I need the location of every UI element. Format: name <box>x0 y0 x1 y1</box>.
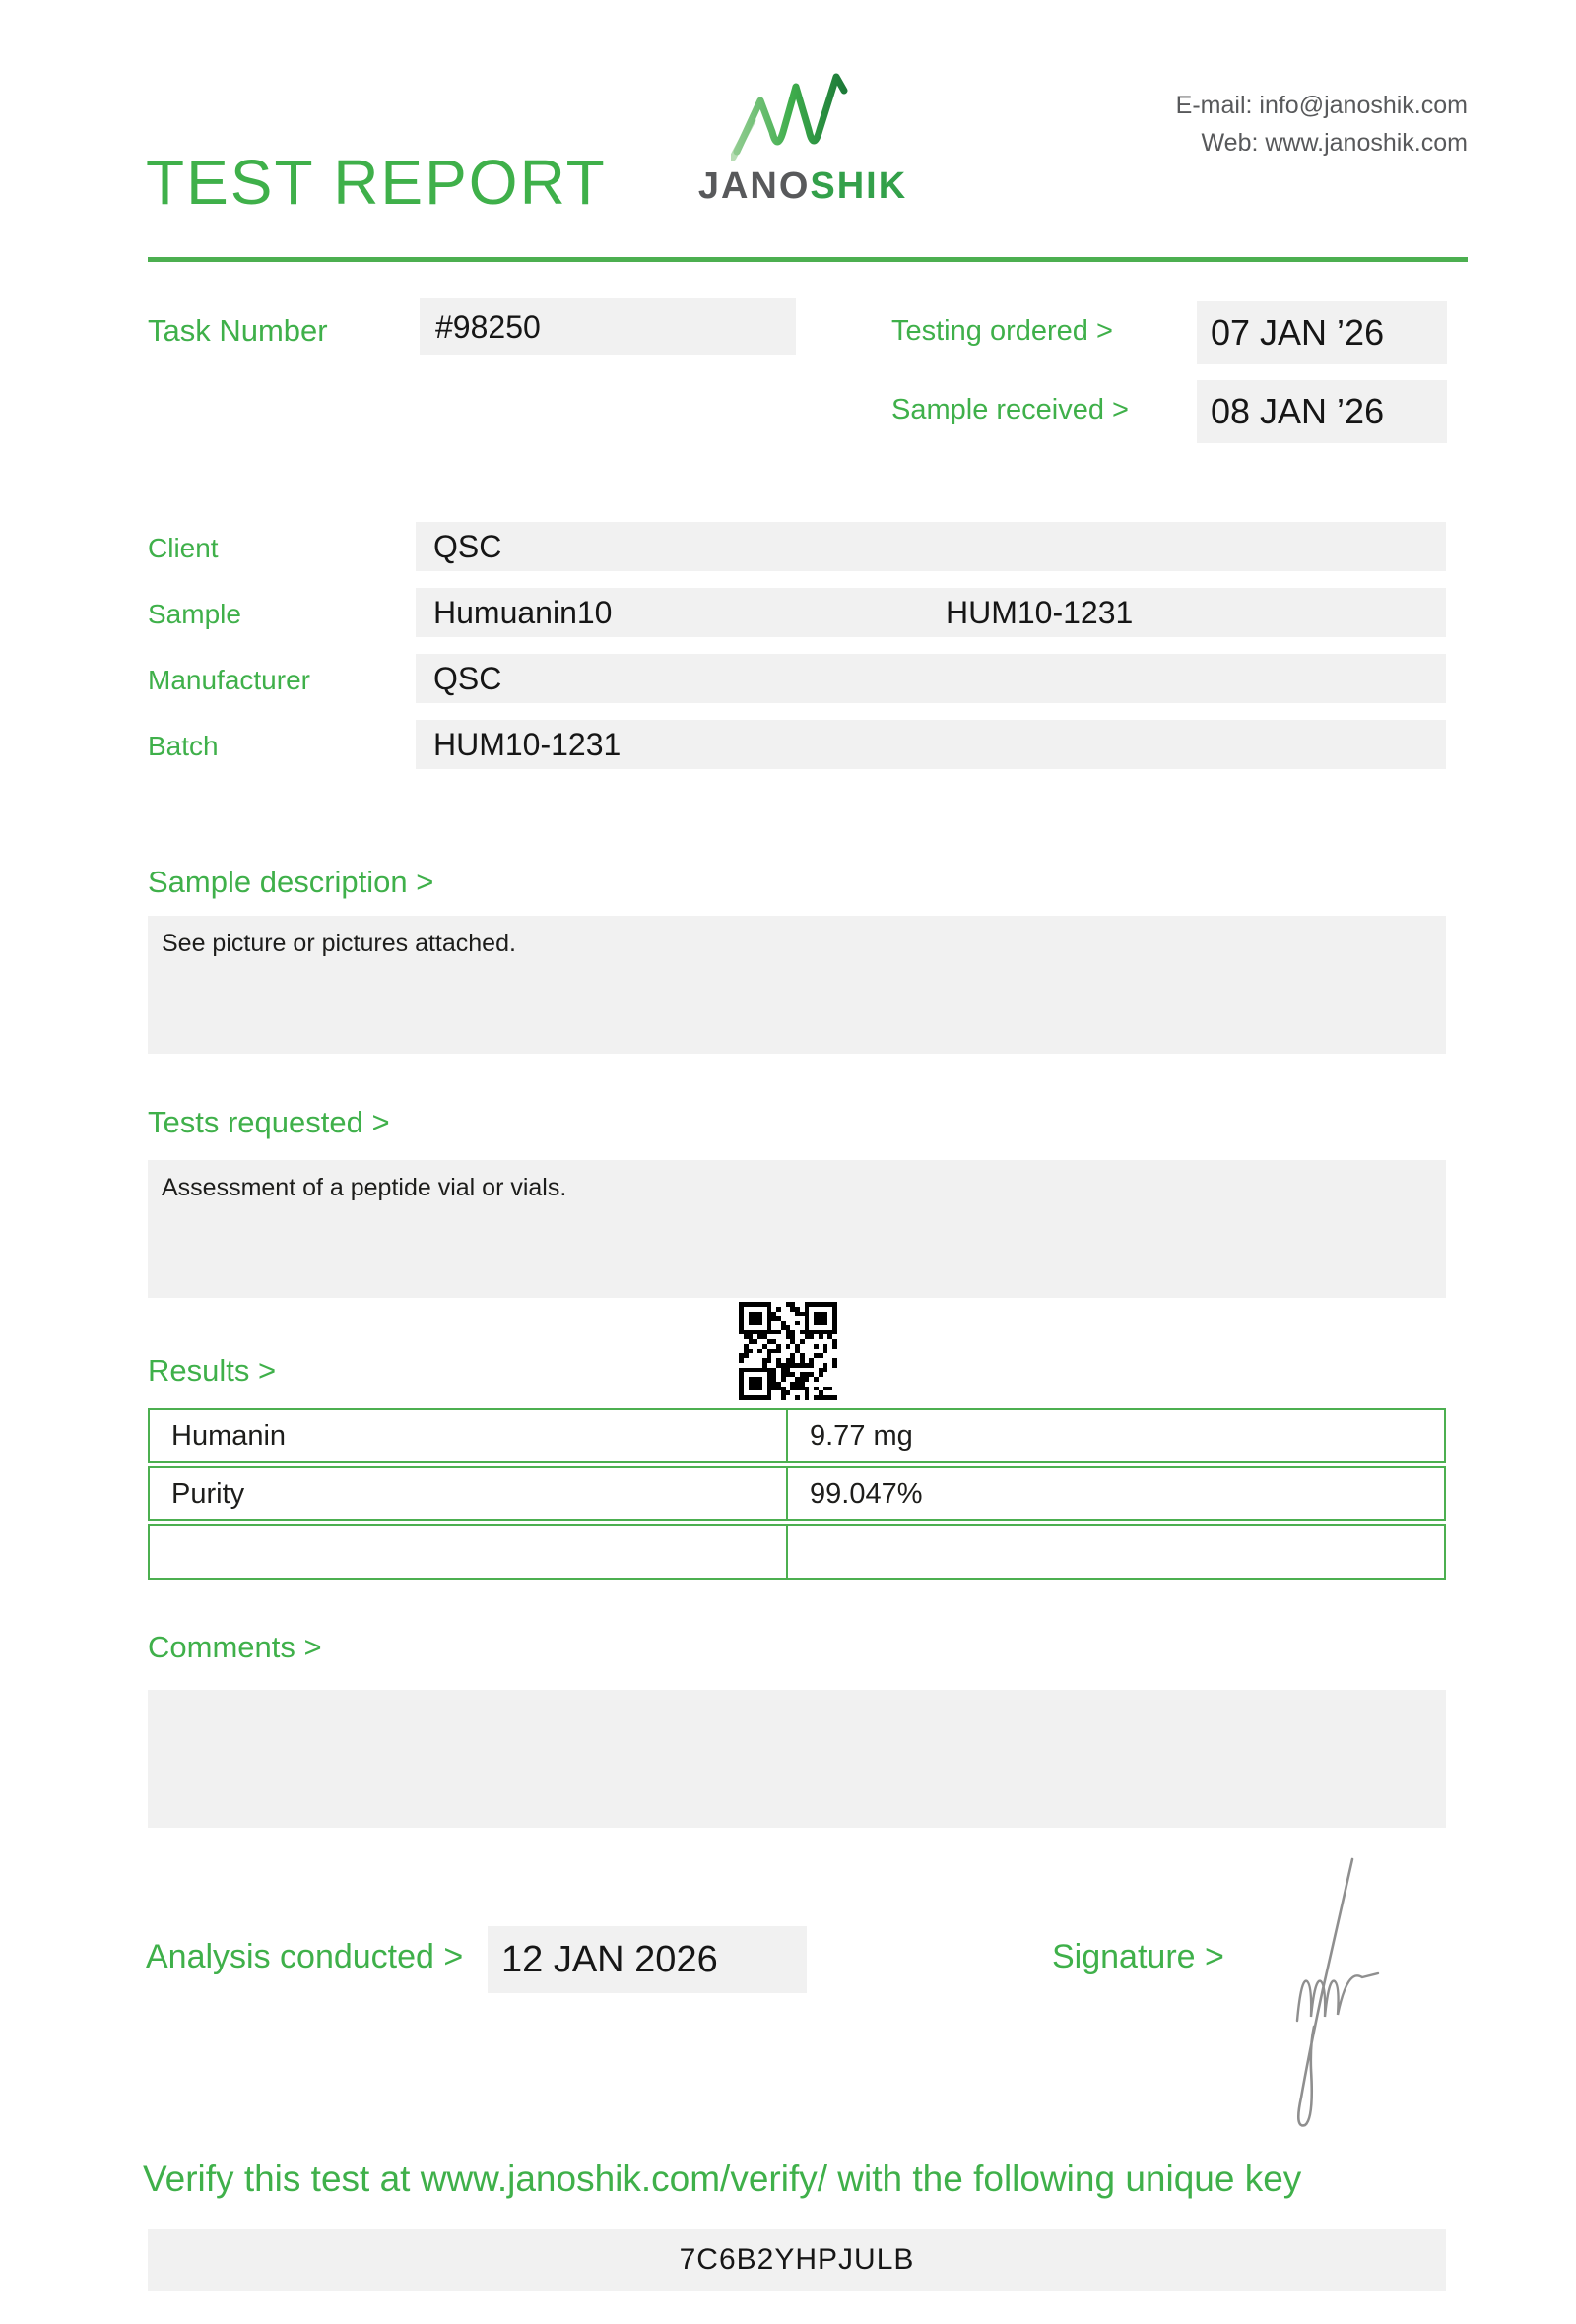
sample-received-value: 08 JAN ’26 <box>1197 380 1447 443</box>
header-divider <box>148 257 1468 262</box>
results-heading: Results > <box>148 1353 277 1388</box>
logo-text-jano: JANO <box>697 165 811 207</box>
page-title: TEST REPORT <box>146 147 607 218</box>
sample-description-heading: Sample description > <box>148 865 434 899</box>
signature-label: Signature > <box>1052 1938 1224 1975</box>
contact-web: Web: www.janoshik.com <box>1201 129 1468 157</box>
comments-box <box>148 1690 1446 1828</box>
sample-label: Sample <box>148 599 241 629</box>
logo-wordmark <box>680 165 926 208</box>
comments-text <box>148 1690 1446 1704</box>
result-name <box>150 1526 808 1578</box>
logo-text-shik: SHIK <box>810 165 908 207</box>
batch-value: HUM10-1231 <box>433 727 622 762</box>
results-table-row <box>148 1524 1446 1580</box>
analysis-conducted-value: 12 JAN 2026 <box>488 1926 807 1993</box>
result-name: Purity <box>171 1478 245 1510</box>
client-label: Client <box>148 533 219 563</box>
sample-value: Humuanin10 <box>433 595 613 630</box>
client-value-box <box>416 522 1446 571</box>
testing-ordered-label: Testing ordered > <box>891 315 1113 347</box>
verify-key: 7C6B2YHPJULB <box>148 2229 1446 2291</box>
batch-value-box <box>416 720 1446 769</box>
tests-requested-box <box>148 1160 1446 1298</box>
results-table-row <box>148 1466 1446 1521</box>
sample-value-box <box>416 588 1446 637</box>
tests-requested-heading: Tests requested > <box>148 1105 390 1139</box>
qr-code <box>739 1302 837 1400</box>
task-number-value: #98250 <box>420 298 796 355</box>
results-table-row <box>148 1408 1446 1463</box>
task-number-label: Task Number <box>148 313 328 348</box>
comments-heading: Comments > <box>148 1630 322 1664</box>
verify-instruction: Verify this test at www.janoshik.com/verify/ with the following unique key <box>143 2159 1302 2199</box>
client-value: QSC <box>433 529 502 564</box>
result-value: 9.77 mg <box>786 1410 1444 1461</box>
analysis-conducted-label: Analysis conducted > <box>146 1938 464 1975</box>
contact-email: E-mail: info@janoshik.com <box>1175 92 1468 119</box>
manufacturer-value-box <box>416 654 1446 703</box>
logo-chart-icon <box>731 71 888 169</box>
result-value <box>786 1526 1444 1578</box>
manufacturer-value: QSC <box>433 661 502 696</box>
batch-label: Batch <box>148 731 219 761</box>
sample-batch-value: HUM10-1231 <box>946 595 1134 630</box>
sample-received-label: Sample received > <box>891 394 1129 425</box>
testing-ordered-value: 07 JAN ’26 <box>1197 301 1447 364</box>
sample-description-text: See picture or pictures attached. <box>162 930 516 957</box>
result-name: Humanin <box>171 1420 287 1452</box>
manufacturer-label: Manufacturer <box>148 665 310 695</box>
tests-requested-text: Assessment of a peptide vial or vials. <box>162 1174 567 1201</box>
signature-image <box>1266 1851 1389 2137</box>
contact-block <box>1176 87 1468 161</box>
result-value: 99.047% <box>786 1468 1444 1519</box>
sample-description-box <box>148 916 1446 1054</box>
